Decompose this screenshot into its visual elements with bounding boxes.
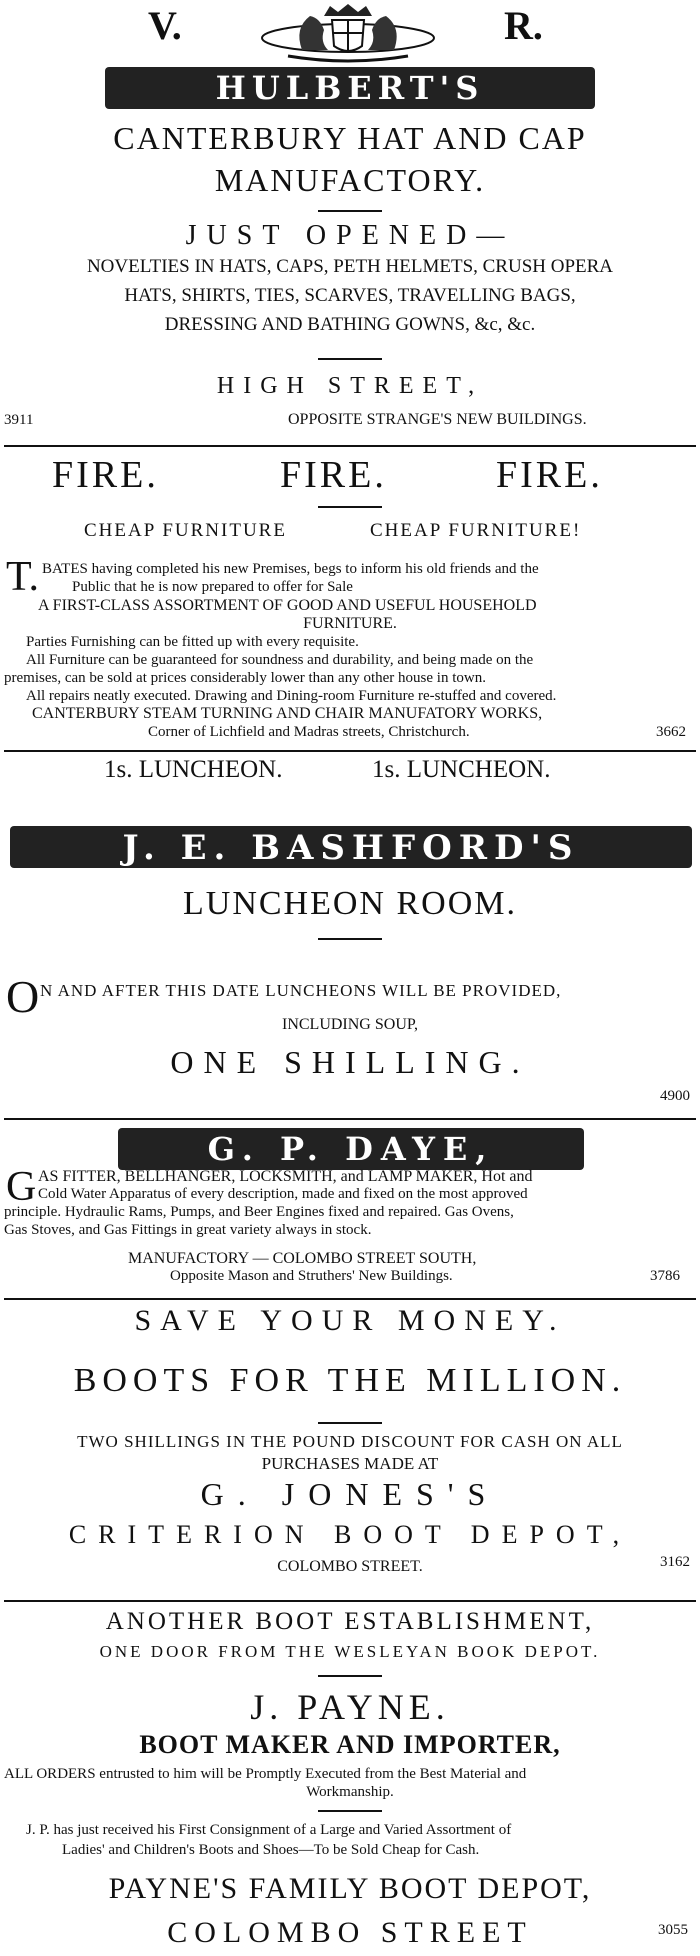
bates-line-5: Parties Furnishing can be fitted up with every requisite. <box>26 634 359 650</box>
bates-line-1: BATES having completed his new Premises, begs to inform his old friends and the <box>42 561 539 577</box>
bashford-name: J. E. BASHFORD'S <box>122 828 580 868</box>
hulbert-reference-number: 3911 <box>4 412 34 428</box>
bates-line-7: premises, can be sold at prices considerably lower than any other house in town. <box>4 670 486 686</box>
royal-coat-of-arms-icon <box>258 2 438 64</box>
section-divider <box>4 1118 696 1120</box>
hulbert-headline-1: CANTERBURY HAT AND CAP <box>113 120 587 156</box>
bates-line-2: Public that he is now prepared to offer for Sale <box>72 579 353 595</box>
payne-another-boot-establishment: ANOTHER BOOT ESTABLISHMENT, <box>105 1608 595 1635</box>
bashford-price: ONE SHILLING. <box>170 1044 530 1080</box>
bashford-banner <box>10 822 692 872</box>
divider <box>318 1810 382 1812</box>
hulbert-name: HULBERT'S <box>215 69 485 107</box>
hulbert-just-opened: JUST OPENED— <box>185 220 515 251</box>
jones-line-2: PURCHASES MADE AT <box>261 1454 439 1473</box>
jones-name: G. JONES'S <box>200 1476 500 1512</box>
hulbert-items-line-1: NOVELTIES IN HATS, CAPS, PETH HELMETS, CRUSH OPERA <box>86 256 614 277</box>
payne-line-3: J. P. has just received his First Consignment of a Large and Varied Assortment of <box>26 1822 512 1838</box>
hulbert-opposite: OPPOSITE STRANGE'S NEW BUILDINGS. <box>288 411 587 428</box>
bates-line-10: Corner of Lichfield and Madras streets, Christchurch. <box>148 724 470 740</box>
daye-reference-number: 3786 <box>650 1268 680 1284</box>
bashford-reference-number: 4900 <box>660 1088 690 1104</box>
jones-criterion-boot-depot: CRITERION BOOT DEPOT, <box>68 1520 632 1549</box>
bashford-drop-cap: O <box>6 971 40 1022</box>
payne-line-2: Workmanship. <box>306 1784 394 1800</box>
bates-cheap-furniture-2: CHEAP FURNITURE! <box>370 520 582 541</box>
bates-line-9: CANTERBURY STEAM TURNING AND CHAIR MANUFATORY WORKS, <box>32 705 543 722</box>
divider <box>318 1422 382 1424</box>
daye-line-1: AS FITTER, BELLHANGER, LOCKSMITH, and LAMP MAKER, Hot and <box>38 1168 533 1185</box>
payne-name: J. PAYNE. <box>250 1687 450 1727</box>
divider <box>318 210 382 212</box>
divider <box>318 1675 382 1677</box>
jones-line-1: TWO SHILLINGS IN THE POUND DISCOUNT FOR CASH ON ALL <box>77 1432 623 1451</box>
jones-reference-number: 3162 <box>660 1554 690 1570</box>
bates-line-6: All Furniture can be guaranteed for soundness and durability, and being made on the <box>26 652 534 668</box>
bates-line-4: FURNITURE. <box>303 615 397 632</box>
hulbert-initial-v: V. <box>148 3 182 48</box>
payne-family-boot-depot: PAYNE'S FAMILY BOOT DEPOT, <box>108 1872 592 1905</box>
jones-street: COLOMBO STREET. <box>277 1558 423 1575</box>
bates-line-8: All repairs neatly executed. Drawing and Dining-room Furniture re-stuffed and covered. <box>26 688 557 704</box>
daye-line-4: Gas Stoves, and Gas Fittings in great variety always in stock. <box>4 1222 372 1238</box>
bashford-luncheon-2: 1s. LUNCHEON. <box>372 756 551 783</box>
hulbert-initial-r: R. <box>504 3 543 48</box>
hulbert-items-line-2: HATS, SHIRTS, TIES, SCARVES, TRAVELLING BAGS, <box>124 285 576 306</box>
daye-drop-cap: G <box>6 1164 37 1210</box>
bashford-line-1: N AND AFTER THIS DATE LUNCHEONS WILL BE PROVIDED, <box>40 981 562 1000</box>
section-divider <box>4 750 696 752</box>
hulbert-banner <box>105 65 595 111</box>
section-divider <box>4 1298 696 1300</box>
jones-save-your-money: SAVE YOUR MONEY. <box>134 1304 566 1337</box>
bashford-luncheon-1: 1s. LUNCHEON. <box>104 756 283 783</box>
bates-cheap-furniture-1: CHEAP FURNITURE <box>84 520 287 541</box>
payne-street: COLOMBO STREET <box>167 1916 533 1949</box>
bates-fire-2: FIRE. <box>280 454 387 496</box>
bashford-line-2: INCLUDING SOUP, <box>281 1016 418 1033</box>
payne-one-door: ONE DOOR FROM THE WESLEYAN BOOK DEPOT. <box>99 1642 601 1661</box>
hulbert-items-line-3: DRESSING AND BATHING GOWNS, &c, &c. <box>164 314 536 335</box>
hulbert-headline-2: MANUFACTORY. <box>214 162 486 198</box>
payne-line-4: Ladies' and Children's Boots and Shoes—To be Sold Cheap for Cash. <box>62 1842 480 1858</box>
daye-line-3: principle. Hydraulic Rams, Pumps, and Beer Engines fixed and repaired. Gas Ovens, <box>4 1204 514 1220</box>
bates-fire-1: FIRE. <box>52 454 159 496</box>
daye-name: G. P. DAYE, <box>207 1130 495 1168</box>
hulbert-street: HIGH STREET, <box>216 373 484 399</box>
bates-drop-cap: T. <box>6 554 40 600</box>
divider <box>318 506 382 508</box>
section-divider <box>4 1600 696 1602</box>
divider <box>318 938 382 940</box>
payne-reference-number: 3055 <box>658 1922 688 1938</box>
section-divider <box>4 445 696 447</box>
jones-boots-for-the-million: BOOTS FOR THE MILLION. <box>73 1362 627 1399</box>
bates-reference-number: 3662 <box>656 724 686 740</box>
daye-line-2: Cold Water Apparatus of every description, made and fixed on the most approved <box>38 1186 528 1202</box>
daye-line-6: Opposite Mason and Struthers' New Buildings. <box>170 1268 453 1284</box>
payne-trade: BOOT MAKER AND IMPORTER, <box>139 1730 561 1759</box>
bashford-luncheon-room: LUNCHEON ROOM. <box>183 885 517 922</box>
divider <box>318 358 382 360</box>
payne-line-1: ALL ORDERS entrusted to him will be Promptly Executed from the Best Material and <box>4 1766 527 1782</box>
bates-line-3: A FIRST-CLASS ASSORTMENT OF GOOD AND USEFUL HOUSEHOLD <box>38 597 537 614</box>
daye-line-5: MANUFACTORY — COLOMBO STREET SOUTH, <box>128 1250 477 1267</box>
bates-fire-3: FIRE. <box>496 454 603 496</box>
daye-banner <box>118 1126 584 1172</box>
